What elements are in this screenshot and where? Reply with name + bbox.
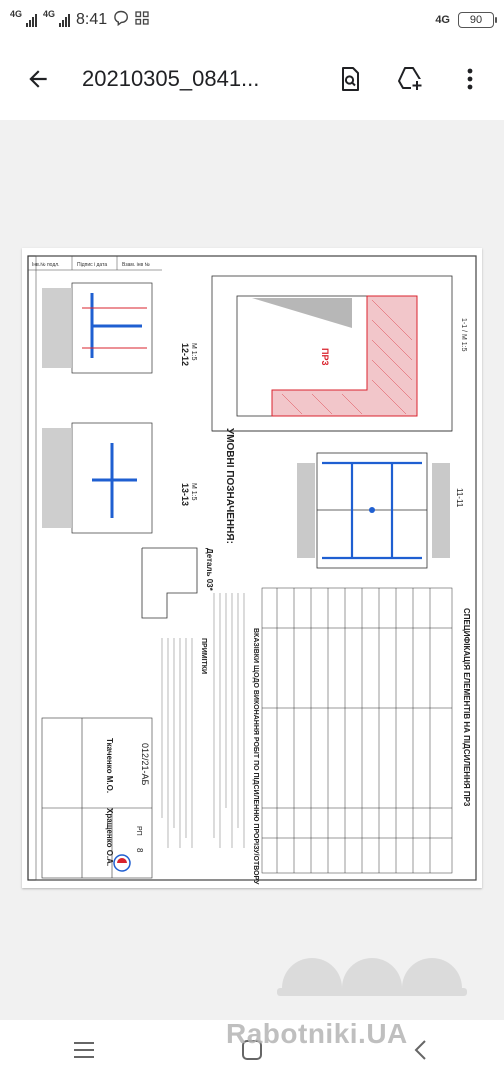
app-bar	[0, 44, 504, 114]
app-bar-actions	[326, 55, 494, 103]
add-to-drive-button[interactable]	[386, 55, 434, 103]
more-options-button[interactable]	[446, 55, 494, 103]
document-title: 20210305_0841...	[82, 66, 260, 91]
recent-apps-button[interactable]	[60, 1026, 108, 1074]
battery-icon	[458, 12, 494, 28]
scale-label-2: М 1:5	[190, 483, 197, 501]
search-in-document-button[interactable]	[326, 55, 374, 103]
search-in-document-icon	[338, 66, 362, 92]
document-viewer[interactable]	[0, 120, 504, 1020]
watermark-text: Rabotniki.UA	[226, 1018, 408, 1049]
watermark-logo	[272, 928, 472, 1008]
author-name: Ткаченко М.О.	[105, 738, 114, 794]
battery-level: 90	[469, 14, 483, 26]
instructions-title: ВКАЗІВКИ ЩОДО ВИКОНАННЯ РОБІТ ПО ПІДСИЛЕННЮ ПРОРІЗУ/ОТВОРУ	[252, 628, 259, 885]
section-11-label: 11-11	[455, 488, 464, 508]
notes-title: ПРИМІТКИ	[200, 638, 207, 675]
svg-text:Інв.№ подл.: Інв.№ подл.	[32, 262, 60, 268]
detail-title: Деталь 03*	[205, 548, 214, 591]
add-to-drive-icon	[396, 66, 424, 92]
clock: 8:41	[76, 11, 108, 28]
section-12-label: 12-12	[180, 343, 190, 367]
drawing-page	[22, 248, 482, 888]
network-type-1: 4G	[10, 9, 23, 19]
back-button[interactable]	[14, 55, 62, 103]
company-logo	[114, 855, 130, 871]
legend-title: УМОВНІ ПОЗНАЧЕННЯ:	[224, 428, 235, 544]
arrow-back-icon	[25, 66, 51, 92]
signal-icon-2	[59, 13, 70, 27]
chevron-left-icon	[413, 1039, 427, 1061]
signal-icon	[26, 13, 37, 27]
stage-label: РП	[135, 826, 142, 836]
section-13-label: 13-13	[180, 483, 190, 507]
pr-label: ПР3	[320, 348, 330, 366]
engineering-drawing	[22, 248, 482, 888]
svg-text:Взам. інв №: Взам. інв №	[122, 262, 150, 268]
status-left	[10, 10, 149, 31]
grid-icon	[135, 10, 149, 30]
spec-title: СПЕЦИФІКАЦІЯ ЕЛЕМЕНТІВ НА ПІДСИЛЕННЯ ПР3	[462, 608, 471, 807]
viber-icon	[113, 10, 129, 31]
scale-label-1: М 1:5	[190, 343, 197, 361]
svg-text:Підпис і дата: Підпис і дата	[77, 262, 108, 268]
more-vert-icon	[466, 67, 474, 91]
status-bar	[0, 0, 504, 40]
approver-name: Хращенко О.А.	[105, 808, 114, 867]
network-type-3: 4G	[435, 14, 450, 26]
sheet-number: 8	[135, 848, 144, 853]
svg-text:1-1 / М 1:5: 1-1 / М 1:5	[460, 318, 467, 352]
network-type-2: 4G	[43, 9, 56, 19]
doc-code: 012/21-АБ	[140, 743, 150, 786]
menu-lines-icon	[73, 1041, 95, 1059]
status-right	[435, 12, 494, 28]
